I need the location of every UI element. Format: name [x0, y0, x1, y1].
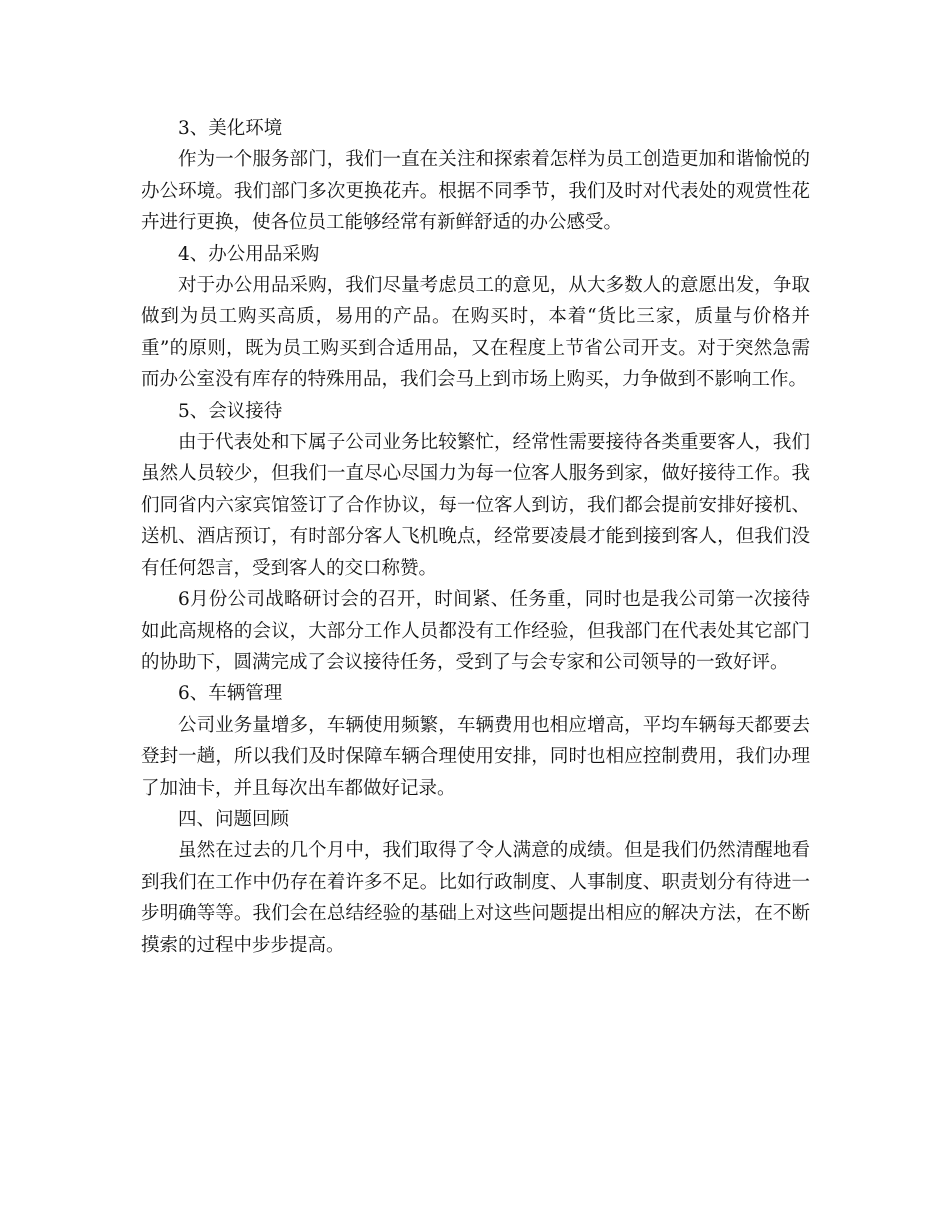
section-heading-office-supplies: 4、办公用品采购: [178, 243, 320, 265]
section-heading-vehicle-management: 6、车辆管理: [178, 683, 283, 705]
section-heading-beautify-environment: 3、美化环境: [178, 118, 283, 139]
paragraph-vehicle-management: 公司业务量增多，车辆使用频繁，车辆费用也相应增高，平均车辆每天都要去登封一趟，所以我们及时保障车辆合理使用安排，同时也相应控制费用，我们办理了加油卡，并且每次出车都做好记录。: [141, 714, 810, 799]
paragraph-problem-review: 虽然在过去的几个月中，我们取得了令人满意的成绩。但是我们仍然清醒地看到我们在工作中仍存在着许多不足。比如行政制度、人事制度、职责划分有待进一步明确等等。我们会在总结经验的基础上对这些问题提出相应的解决方法，在不断摸索的过程中步步提高。: [141, 840, 810, 956]
paragraph-strategy-seminar: 6月份公司战略研讨会的召开，时间紧、任务重，同时也是我公司第一次接待如此高规格的会议，大部分工作人员都没有工作经验，但我部门在代表处其它部门的协助下，圆满完成了会议接待任务，受到了与会专家和公司领导的一致好评。: [141, 589, 810, 673]
paragraph-beautify-environment: 作为一个服务部门，我们一直在关注和探索着怎样为员工创造更加和谐愉悦的办公环境。我们部门多次更换花卉。根据不同季节，我们及时对代表处的观赏性花卉进行更换，使各位员工能够经常有新鲜舒适的办公感受。: [141, 149, 810, 234]
paragraph-meeting-reception: 由于代表处和下属子公司业务比较繁忙，经常性需要接待各类重要客人，我们虽然人员较少，但我们一直尽心尽国力为每一位客人服务到家，做好接待工作。我们同省内六家宾馆签订了合作协议，每一位客人到访，我们都会提前安排好接机、送机、酒店预订，有时部分客人飞机晚点，经常要凌晨才能到接到客人，但我们没有任何怨言，受到客人的交口称赞。: [141, 432, 810, 579]
section-heading-problem-review: 四、问题回顾: [178, 808, 290, 830]
paragraph-office-supplies: 对于办公用品采购，我们尽量考虑员工的意见，从大多数人的意愿出发，争取做到为员工购买高质，易用的产品。在购买时，本着“货比三家，质量与价格并重”的原则，既为员工购买到合适用品，又在程度上节省公司开支。对于突然急需而办公室没有库存的特殊用品，我们会马上到市场上购买，力争做到不影响工作。: [141, 275, 810, 391]
section-heading-meeting-reception: 5、会议接待: [178, 400, 283, 422]
document-page: [141, 113, 810, 961]
